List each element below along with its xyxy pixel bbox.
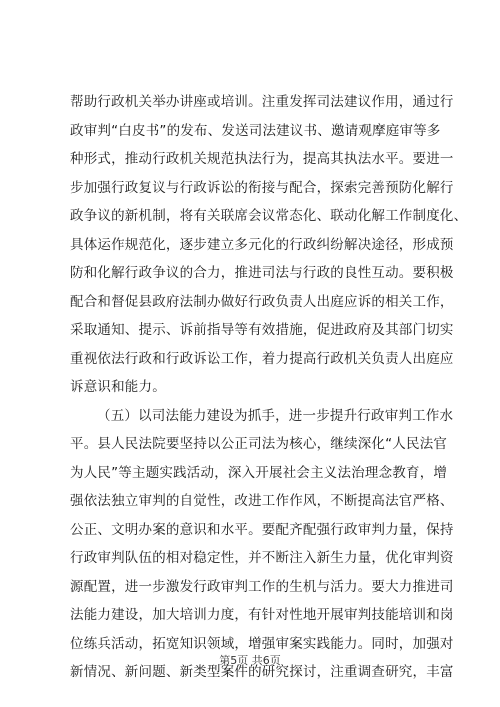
text-line: 位练兵活动，拓宽知识领域，增强审案实践能力。同时，加强对 xyxy=(70,635,454,652)
text-line: 步加强行政复议与行政诉讼的衔接与配合，探索完善预防化解行 xyxy=(70,179,454,196)
text-line: 政争议的新机制，将有关联席会议常态化、联动化解工作制度化、 xyxy=(70,208,468,224)
text-line: 行政审判队伍的相对稳定性，并不断注入新生力量，优化审判资 xyxy=(70,550,454,566)
text-line: 为人民”等主题实践活动，深入开展社会主义法治理念教育，增 xyxy=(70,464,448,481)
text-line: 帮助行政机关举办讲座或培训。注重发挥司法建议作用，通过行 xyxy=(70,94,454,110)
text-line: 诉意识和能力。 xyxy=(70,379,166,395)
text-line: 具体运作规范化，逐步建立多元化的行政纠纷解决途径，形成预 xyxy=(70,236,454,253)
text-line: 法能力建设，加大培训力度，有针对性地开展审判技能培训和岗 xyxy=(70,607,454,623)
text-line: 公正、文明办案的意识和水平。要配齐配强行政审判力量，保持 xyxy=(70,521,454,538)
text-line: 采取通知、提示、诉前指导等有效措施，促进政府及其部门切实 xyxy=(70,322,454,338)
text-line: 平。县人民法院要坚持以公正司法为核心，继续深化“人民法官 xyxy=(70,436,448,452)
text-line: 配合和督促县政府法制办做好行政负责人出庭应诉的相关工作， xyxy=(70,293,454,310)
page-number-footer: 第5页 共6页 xyxy=(219,654,281,667)
text-line: 种形式，推动行政机关规范执法行为，提高其执法水平。要进一 xyxy=(70,151,454,167)
text-line: 强依法独立审判的自觉性，改进工作作风，不断提高法官严格、 xyxy=(70,493,454,509)
text-line: 政审判“白皮书”的发布、发送司法建议书、邀请观摩庭审等多 xyxy=(70,122,441,139)
section-heading-line: （五）以司法能力建设为抓手，进一步提升行政审判工作水 xyxy=(97,407,454,424)
text-line: 新情况、新问题、新类型案件的研究探讨，注重调查研究，丰富 xyxy=(70,664,454,680)
body-text xyxy=(70,88,468,687)
text-line: 重视依法行政和行政诉讼工作，着力提高行政机关负责人出庭应 xyxy=(70,350,454,367)
text-line: 防和化解行政争议的合力，推进司法与行政的良性互动。要积极 xyxy=(70,265,454,281)
text-line: 源配置，进一步激发行政审判工作的生机与活力。要大力推进司 xyxy=(70,578,454,595)
